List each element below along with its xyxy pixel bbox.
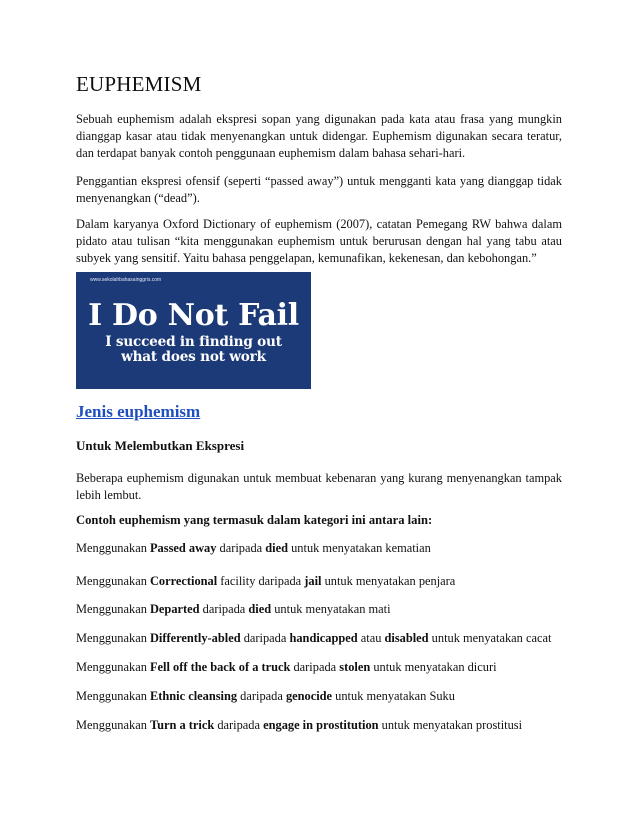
example-term: Correctional (149, 574, 218, 588)
example-text: untuk menyatakan prostitusi (378, 718, 523, 732)
example-text: daripada (240, 631, 290, 645)
example-text: daripada (214, 718, 264, 732)
banner-site-url: www.sekolahbahasainggris.com (90, 277, 162, 283)
example-line (76, 631, 551, 646)
section-heading-link[interactable]: Jenis euphemism (76, 402, 201, 421)
example-text: atau (357, 631, 385, 645)
example-text: Menggunakan (76, 602, 150, 616)
example-line (76, 602, 391, 617)
example-line (76, 660, 497, 675)
example-text: daripada (290, 660, 340, 674)
banner-headline: I Do Not Fail (88, 298, 299, 333)
example-line (76, 574, 455, 589)
example-line (76, 718, 522, 733)
example-term: Passed away (149, 541, 217, 555)
example-term: Departed (149, 602, 200, 616)
example-text: daripada (216, 541, 266, 555)
example-term: Fell off the back of a truck (149, 660, 291, 674)
section-heading[interactable] (76, 402, 200, 422)
example-text: Menggunakan (76, 631, 150, 645)
example-term: died (265, 541, 289, 555)
example-term: disabled (384, 631, 429, 645)
example-term: Turn a trick (149, 718, 215, 732)
example-text: untuk menyatakan penjara (321, 574, 456, 588)
example-term: handicapped (289, 631, 358, 645)
banner-line-2: what does not work (121, 349, 266, 365)
paragraph-oxford: Dalam karyanya Oxford Dictionary of euphemism (2007), catatan Pemegang RW bahwa dalam pidato atau tulisan “kita menggunakan euphemism untuk berurusan dengan hal yang tabu atau subyek yang sensitif. Yaitu bahasa penggelapan, kemunafikan, kekenesan, dan kebohongan.” (76, 217, 562, 265)
example-term: Differently-abled (149, 631, 241, 645)
example-text: daripada (237, 689, 286, 703)
example-line (76, 689, 455, 704)
example-text: Menggunakan (76, 574, 150, 588)
example-text: Menggunakan (76, 541, 150, 555)
motivational-banner-image (76, 272, 311, 389)
example-text: Menggunakan (76, 718, 150, 732)
example-term: genocide (285, 689, 333, 703)
intro-paragraph: Beberapa euphemism digunakan untuk membuat kebenaran yang kurang menyenangkan tampak lebih lembut. (76, 471, 562, 502)
example-text: Menggunakan (76, 660, 150, 674)
example-term: jail (304, 574, 322, 588)
example-term: died (248, 602, 272, 616)
example-line (76, 541, 431, 556)
example-term: engage in prostitution (263, 718, 379, 732)
subheading: Untuk Melembutkan Ekspresi (76, 438, 245, 453)
paragraph-definition: Sebuah euphemism adalah ekspresi sopan yang digunakan pada kata atau frasa yang mungkin dianggap kasar atau tidak menyenangkan untuk didengar. Euphemism digunakan secara teratur, dan terdapat banyak contoh penggunaan euphemism dalam bahasa sehari-hari. (76, 112, 562, 160)
example-text: daripada (199, 602, 249, 616)
example-term: stolen (339, 660, 371, 674)
page-title: EUPHEMISM (76, 72, 202, 96)
example-text: untuk menyatakan mati (271, 602, 391, 616)
example-text: untuk menyatakan cacat (428, 631, 552, 645)
paragraph-example: Penggantian ekspresi ofensif (seperti “passed away”) untuk mengganti kata yang dianggap tidak menyenangkan (“dead”). (76, 174, 562, 205)
example-text: untuk menyatakan dicuri (370, 660, 497, 674)
example-term: Ethnic cleansing (149, 689, 238, 703)
example-text: facility daripada (217, 574, 305, 588)
banner-line-1: I succeed in finding out (105, 334, 282, 350)
example-text: untuk menyatakan kematian (288, 541, 431, 555)
example-text: untuk menyatakan Suku (332, 689, 455, 703)
examples-heading: Contoh euphemism yang termasuk dalam kategori ini antara lain: (76, 513, 433, 527)
example-text: Menggunakan (76, 689, 150, 703)
